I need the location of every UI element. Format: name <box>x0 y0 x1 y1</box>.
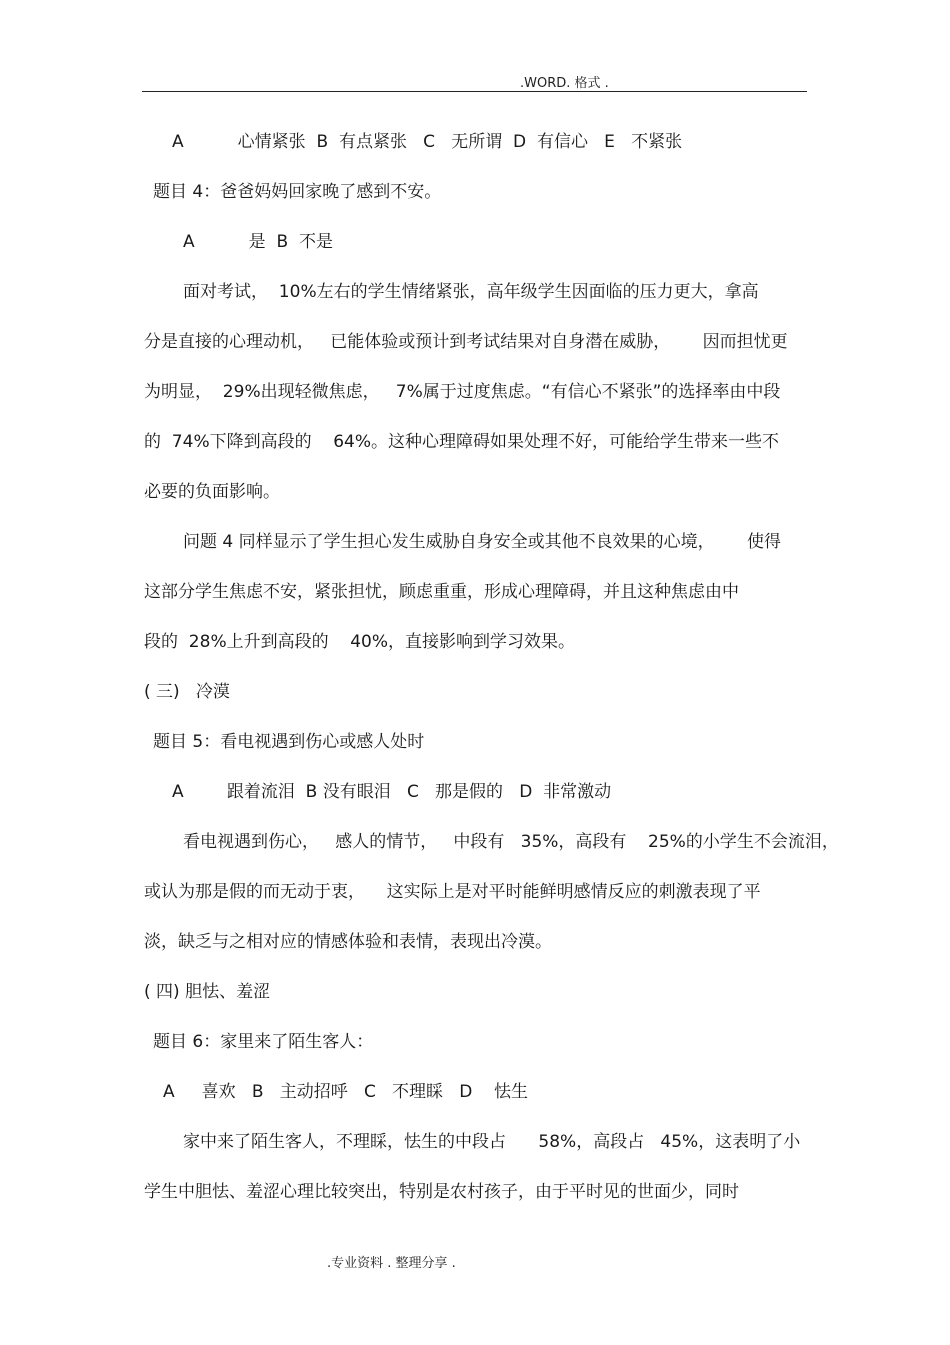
paragraph-line: 问题 4 同样显示了学生担心发生威胁自身安全或其他不良效果的心境， 使得 <box>183 532 782 552</box>
paragraph-line: 这部分学生焦虑不安，紧张担忧，顾虑重重，形成心理障碍，并且这种焦虑由中 <box>144 582 739 602</box>
section-heading: ( 三) 冷漠 <box>144 682 230 702</box>
option-line: A 喜欢 B 主动招呼 C 不理睬 D 怯生 <box>163 1082 528 1102</box>
page-header: .WORD. 格式 . <box>520 76 609 91</box>
paragraph-line: 学生中胆怯、羞涩心理比较突出，特别是农村孩子，由于平时见的世面少，同时 <box>144 1182 739 1202</box>
question-line: 题目 5：看电视遇到伤心或感人处时 <box>153 732 425 752</box>
question-line: 题目 6：家里来了陌生客人： <box>153 1032 374 1052</box>
option-line: A 心情紧张 B 有点紧张 C 无所谓 D 有信心 E 不紧张 <box>172 132 683 152</box>
page-footer: .专业资料 . 整理分享 . <box>327 1256 456 1271</box>
paragraph-line: 看电视遇到伤心， 感人的情节， 中段有 35%，高段有 25%的小学生不会流泪， <box>183 832 839 852</box>
paragraph-line: 的 74%下降到高段的 64%。这种心理障碍如果处理不好，可能给学生带来一些不 <box>144 432 779 452</box>
option-line: A 是 B 不是 <box>183 232 333 252</box>
paragraph-line: 段的 28%上升到高段的 40%，直接影响到学习效果。 <box>144 632 575 652</box>
paragraph-line: 分是直接的心理动机， 已能体验或预计到考试结果对自身潜在威胁， 因而担忧更 <box>144 332 788 352</box>
paragraph-line: 或认为那是假的而无动于衷， 这实际上是对平时能鲜明感情反应的刺激表现了平 <box>144 882 761 902</box>
paragraph-line: 为明显， 29%出现轻微焦虑， 7%属于过度焦虑。“有信心不紧张”的选择率由中段 <box>144 382 781 402</box>
section-heading: ( 四) 胆怯、羞涩 <box>144 982 271 1002</box>
header-divider <box>142 91 807 92</box>
paragraph-line: 家中来了陌生客人，不理睬，怯生的中段占 58%，高段占 45%，这表明了小 <box>183 1132 801 1152</box>
paragraph-line: 必要的负面影响。 <box>144 482 280 502</box>
paragraph-line: 淡，缺乏与之相对应的情感体验和表情，表现出冷漠。 <box>144 932 552 952</box>
option-line: A 跟着流泪 B 没有眼泪 C 那是假的 D 非常激动 <box>172 782 612 802</box>
question-line: 题目 4：爸爸妈妈回家晚了感到不安。 <box>153 182 442 202</box>
paragraph-line: 面对考试， 10%左右的学生情绪紧张，高年级学生因面临的压力更大，拿高 <box>183 282 759 302</box>
